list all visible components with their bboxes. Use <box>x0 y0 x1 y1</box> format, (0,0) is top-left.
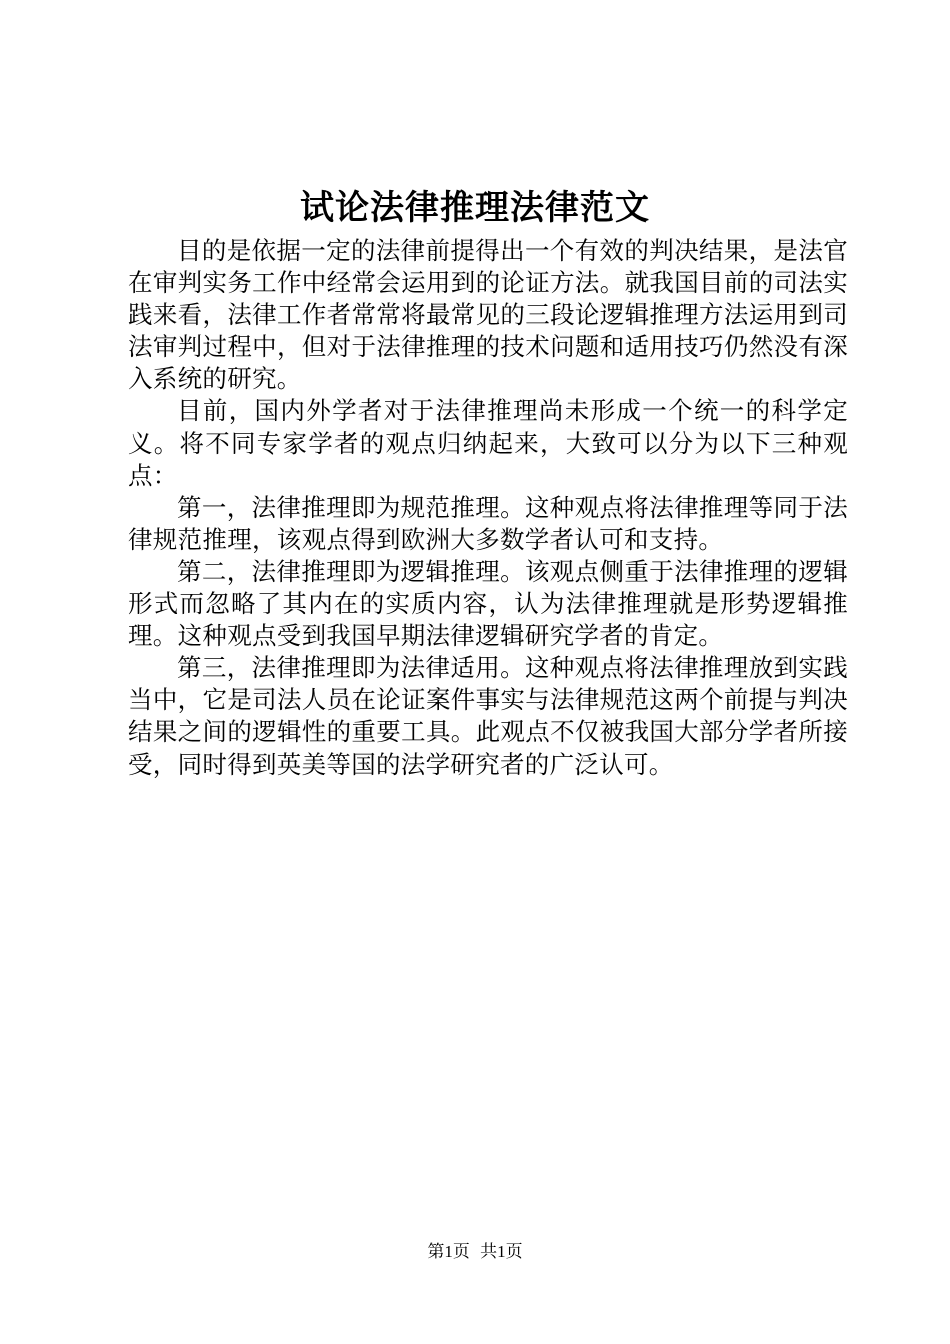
page-number: 第1页 <box>427 1242 470 1261</box>
paragraph: 第二，法律推理即为逻辑推理。该观点侧重于法律推理的逻辑形式而忽略了其内在的实质内容，认为法律推理就是形势逻辑推理。这种观点受到我国早期法律逻辑研究学者的肯定。 <box>128 556 848 651</box>
page-total: 共1页 <box>480 1242 523 1261</box>
document-body <box>128 235 848 781</box>
paragraph: 目前，国内外学者对于法律推理尚未形成一个统一的科学定义。将不同专家学者的观点归纳起来，大致可以分为以下三种观点： <box>128 396 848 490</box>
paragraph: 第三，法律推理即为法律适用。这种观点将法律推理放到实践当中，它是司法人员在论证案件事实与法律规范这两个前提与判决结果之间的逻辑性的重要工具。此观点不仅被我国大部分学者所接受，同时得到英美等国的法学研究者的广泛认可。 <box>128 653 848 779</box>
paragraph: 目的是依据一定的法律前提得出一个有效的判决结果，是法官在审判实务工作中经常会运用到的论证方法。就我国目前的司法实践来看，法律工作者常常将最常见的三段论逻辑推理方法运用到司法审判过程中，但对于法律推理的技术问题和适用技巧仍然没有深入系统的研究。 <box>128 236 848 394</box>
document-title: 试论法律推理法律范文 <box>300 188 650 228</box>
paragraph: 第一，法律推理即为规范推理。这种观点将法律推理等同于法律规范推理，该观点得到欧洲大多数学者认可和支持。 <box>128 492 848 554</box>
page-footer <box>0 1240 950 1264</box>
